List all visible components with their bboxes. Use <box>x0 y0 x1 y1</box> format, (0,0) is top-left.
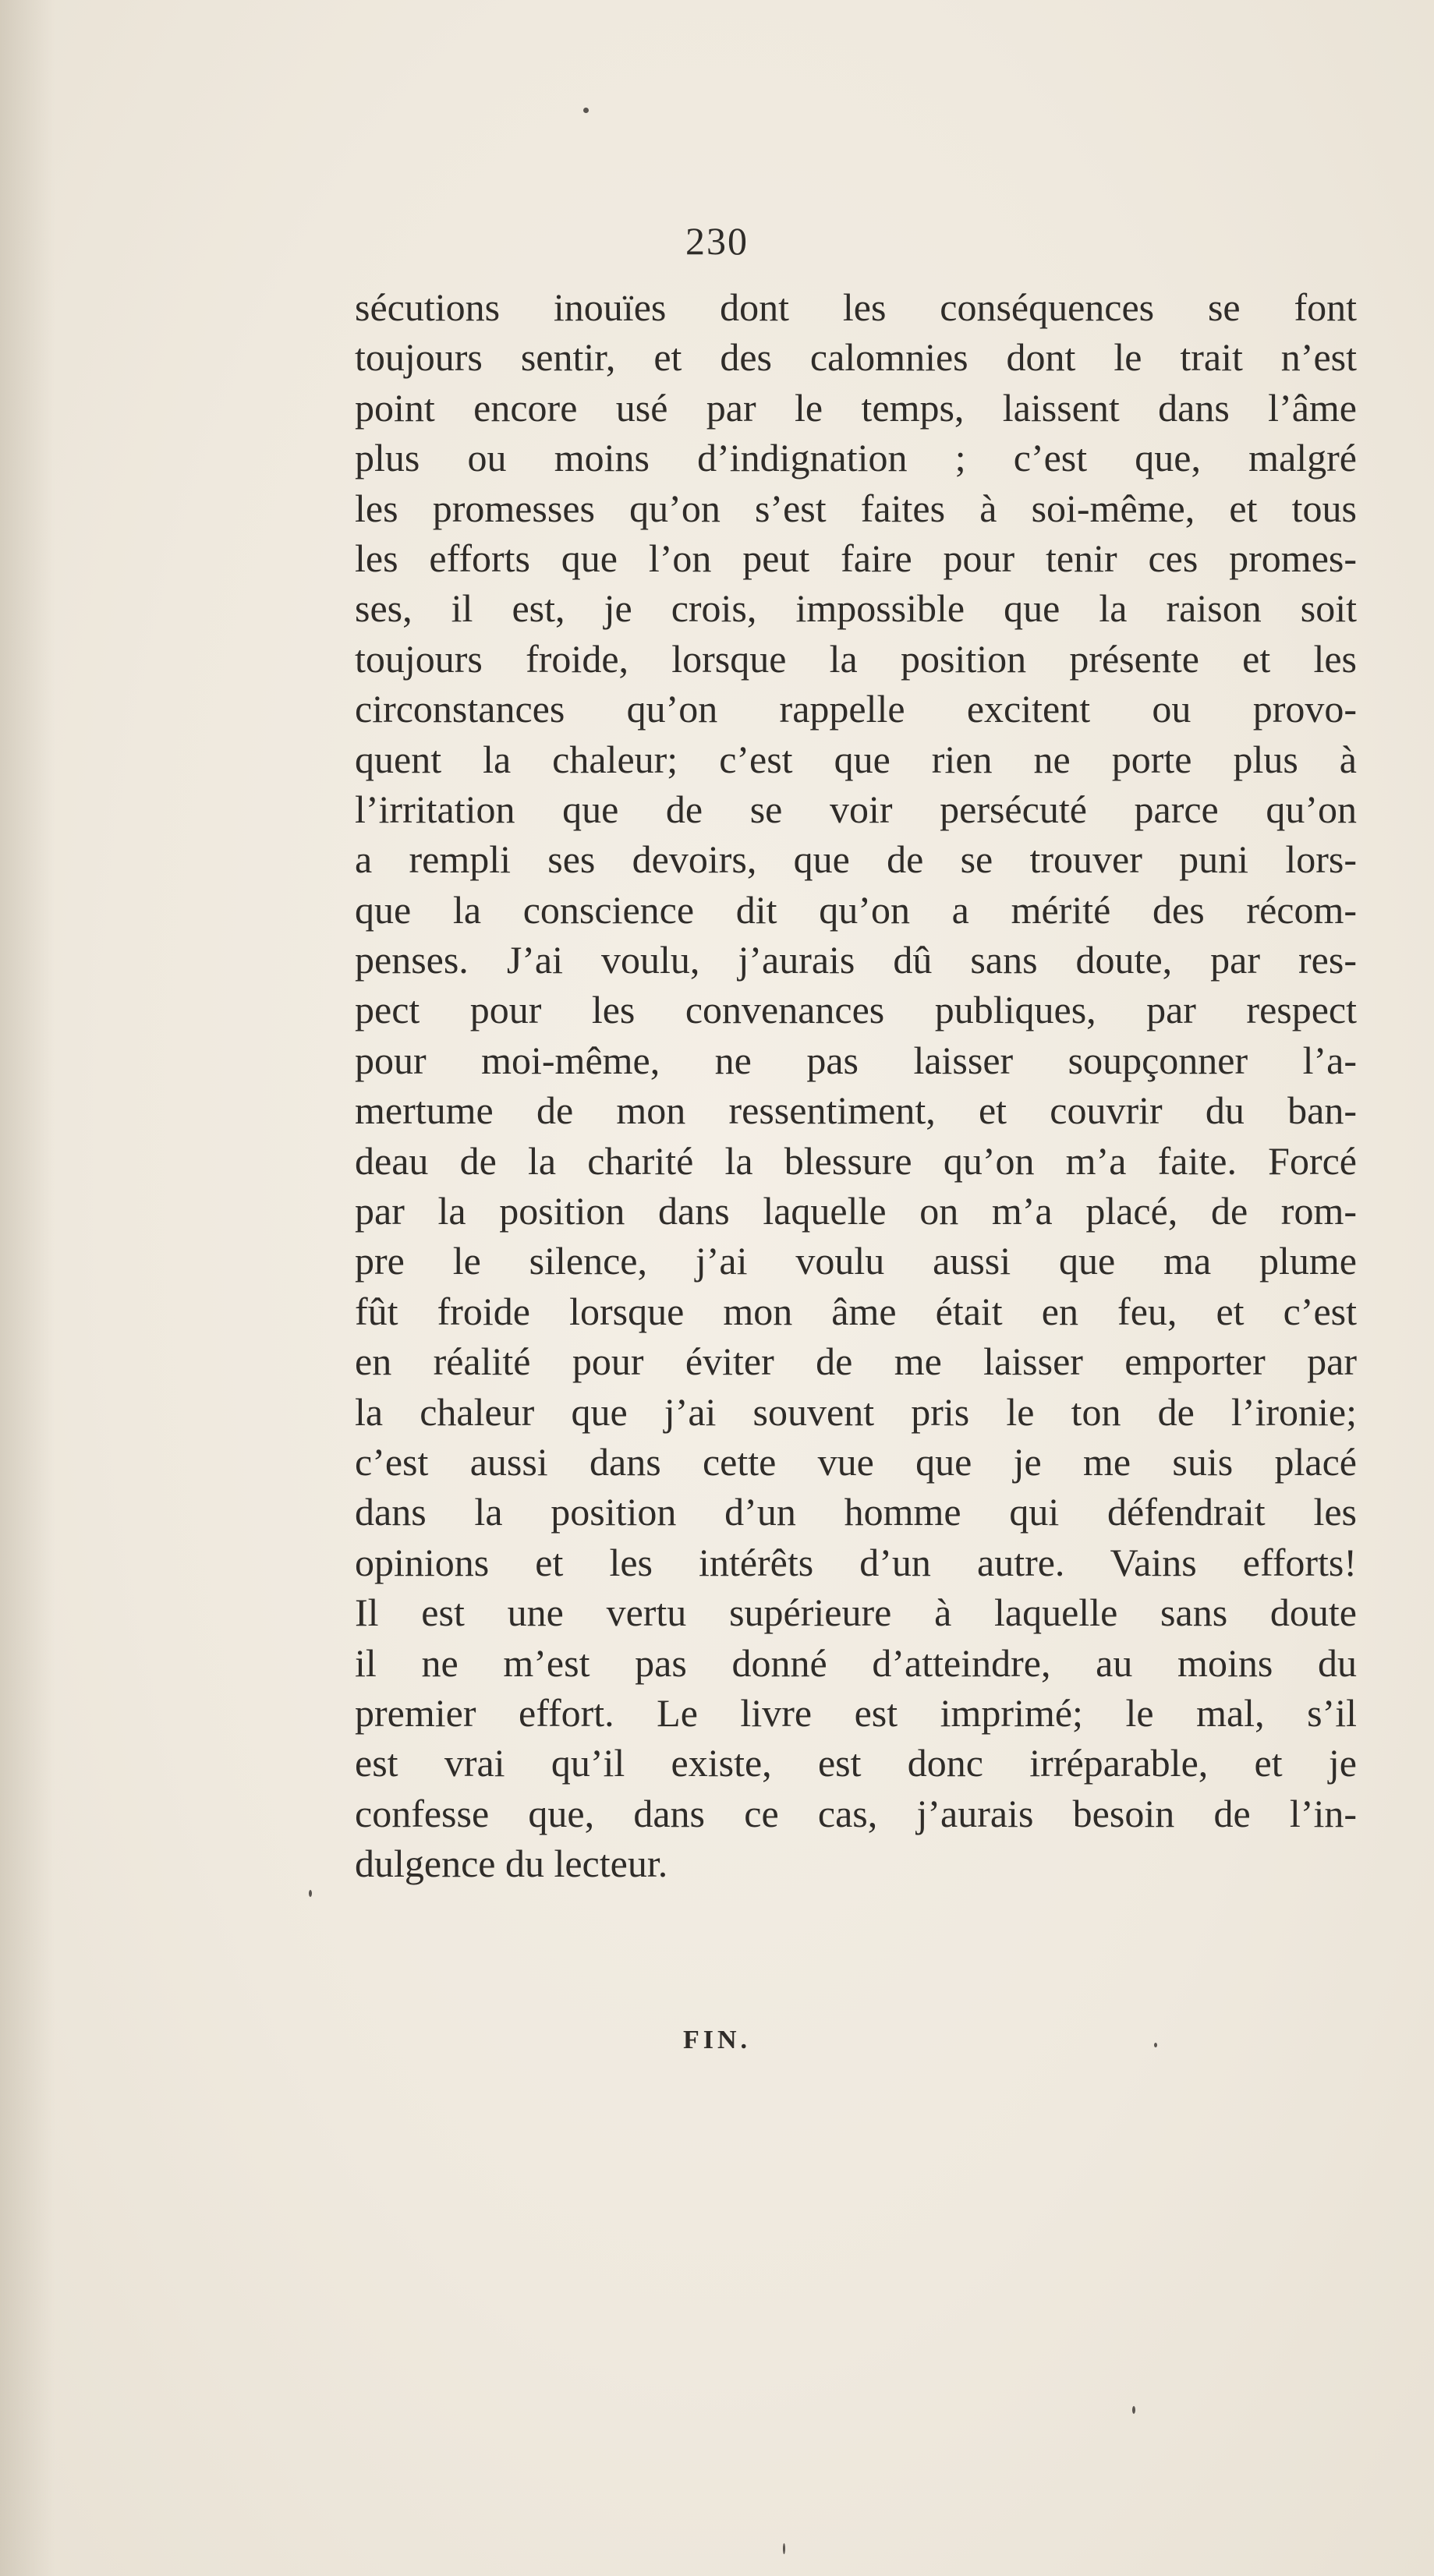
text-line: fût froide lorsque mon âme était en feu, et c’est <box>355 1289 1357 1333</box>
text-line: point encore usé par le temps, laissent dans l’âme <box>355 385 1357 430</box>
text-line: deau de la charité la blessure qu’on m’a faite. Forcé <box>355 1138 1357 1183</box>
text-line: toujours froide, lorsque la position présente et les <box>355 636 1357 681</box>
text-line: pect pour les convenances publiques, par respect <box>355 988 1357 1032</box>
text-line: Il est une vertu supérieure à laquelle sans doute <box>355 1591 1357 1635</box>
text-line-last: dulgence du lecteur. <box>355 1842 668 1886</box>
text-line: pour moi-même, ne pas laisser soupçonner l’a- <box>355 1038 1357 1082</box>
text-line: toujours sentir, et des calomnies dont le trait n’est <box>355 335 1357 380</box>
text-line: ses, il est, je crois, impossible que la raison soit <box>355 586 1357 631</box>
text-line: que la conscience dit qu’on a mérité des récom- <box>355 887 1357 932</box>
text-line: par la position dans laquelle on m’a placé, de rom- <box>355 1189 1357 1233</box>
text-line: premier effort. Le livre est imprimé; le mal, s’il <box>355 1690 1357 1735</box>
text-line: opinions et les intérêts d’un autre. Vains efforts! <box>355 1540 1357 1584</box>
body-text <box>355 282 1357 1889</box>
text-line: dans la position d’un homme qui défendrait les <box>355 1490 1357 1534</box>
text-line: il ne m’est pas donné d’atteindre, au moins du <box>355 1640 1357 1685</box>
text-line: plus ou moins d’indignation ; c’est que, malgré <box>355 436 1357 480</box>
text-line: l’irritation que de se voir persécuté parce qu’on <box>355 787 1357 831</box>
paper-speck <box>309 1890 312 1897</box>
text-line: confesse que, dans ce cas, j’aurais besoin de l’in- <box>355 1791 1357 1835</box>
text-line: est vrai qu’il existe, est donc irréparable, et je <box>355 1741 1357 1785</box>
text-line: quent la chaleur; c’est que rien ne porte plus à <box>355 737 1357 781</box>
paper-speck <box>1132 2406 1135 2414</box>
text-line: a rempli ses devoirs, que de se trouver puni lors- <box>355 837 1357 882</box>
text-line: c’est aussi dans cette vue que je me suis placé <box>355 1439 1357 1484</box>
text-line: en réalité pour éviter de me laisser emporter par <box>355 1339 1357 1384</box>
text-line: les promesses qu’on s’est faites à soi-même, et tous <box>355 486 1357 530</box>
text-line: pre le silence, j’ai voulu aussi que ma plume <box>355 1239 1357 1283</box>
text-line: penses. J’ai voulu, j’aurais dû sans doute, par res- <box>355 938 1357 982</box>
text-line: mertume de mon ressentiment, et couvrir du ban- <box>355 1088 1357 1133</box>
end-mark: FIN. <box>682 2026 752 2054</box>
text-line: les efforts que l’on peut faire pour tenir ces promes- <box>355 536 1357 580</box>
text-line: circonstances qu’on rappelle excitent ou provo- <box>355 687 1357 731</box>
paper-speck <box>783 2543 785 2554</box>
paper-speck <box>583 108 589 113</box>
page-number: 230 <box>685 219 749 263</box>
text-line: sécutions inouïes dont les conséquences se font <box>355 285 1357 329</box>
text-line: la chaleur que j’ai souvent pris le ton de l’ironie; <box>355 1389 1357 1434</box>
paper-speck <box>1154 2043 1157 2047</box>
